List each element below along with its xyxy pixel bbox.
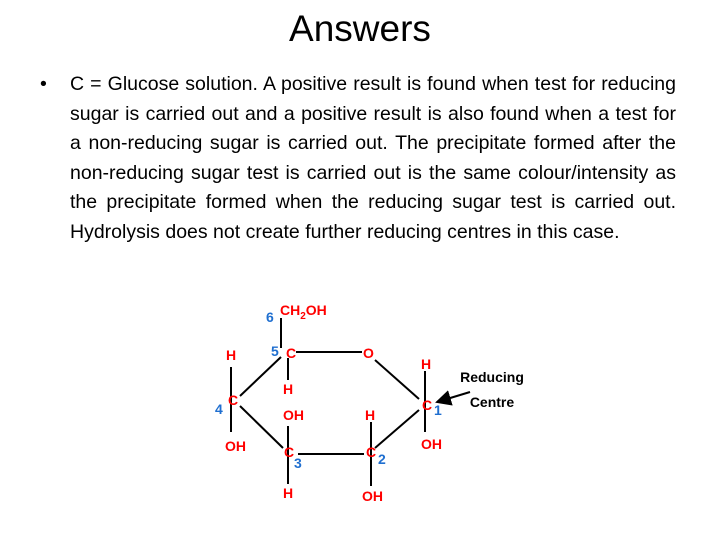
bond-o-c1	[375, 360, 419, 399]
carbon-number-3: 3	[294, 455, 302, 471]
ch2oh-label: $CH_2OH$	[280, 302, 327, 322]
carbon-number-6: 6	[266, 309, 274, 325]
carbon-number-4: 4	[215, 401, 223, 417]
slide-title: Answers	[289, 8, 431, 49]
c2-h-label: H	[365, 407, 376, 423]
bullet-dot: •	[40, 73, 47, 95]
c1-h-label: H	[421, 356, 432, 372]
c4-oh-label: OH	[225, 438, 246, 454]
carbon-number-2: 2	[378, 451, 386, 467]
c2-label: C	[366, 444, 377, 460]
c5-label: C	[286, 345, 297, 361]
c1-oh-label: OH	[421, 436, 442, 452]
ring-oxygen-label: O	[363, 345, 374, 361]
carbon-number-1: 1	[434, 402, 442, 418]
bond-c4-c5	[240, 357, 281, 396]
c3-h-label: H	[283, 485, 294, 501]
c5-h-label: H	[283, 381, 294, 397]
reducing-centre-label-line1: Reducing	[460, 369, 524, 385]
carbon-number-5: 5	[271, 343, 279, 359]
c4-label: C	[228, 392, 239, 408]
reducing-centre-arrow	[437, 392, 470, 402]
reducing-centre-label-line2: Centre	[469, 394, 515, 410]
bullet-text: C = Glucose solution. A positive result is found when test for reducing sugar is carried out and a positive result is also found when a test for a non-reducing sugar is carried out. The precipitate formed after the non-reducing sugar test is carried out is the same colour/intensity as the precipitate formed when the reducing sugar test is carried out. Hydrolysis does not create further reducing centres in this case.	[70, 73, 676, 243]
bond-c1-c2	[375, 410, 419, 448]
bond-c3-c4	[240, 406, 283, 448]
c3-label: C	[284, 444, 295, 460]
c3-oh-label: OH	[283, 407, 304, 423]
c1-label: C	[422, 397, 433, 413]
c2-oh-label: OH	[362, 488, 383, 504]
c4-h-label: H	[226, 347, 237, 363]
